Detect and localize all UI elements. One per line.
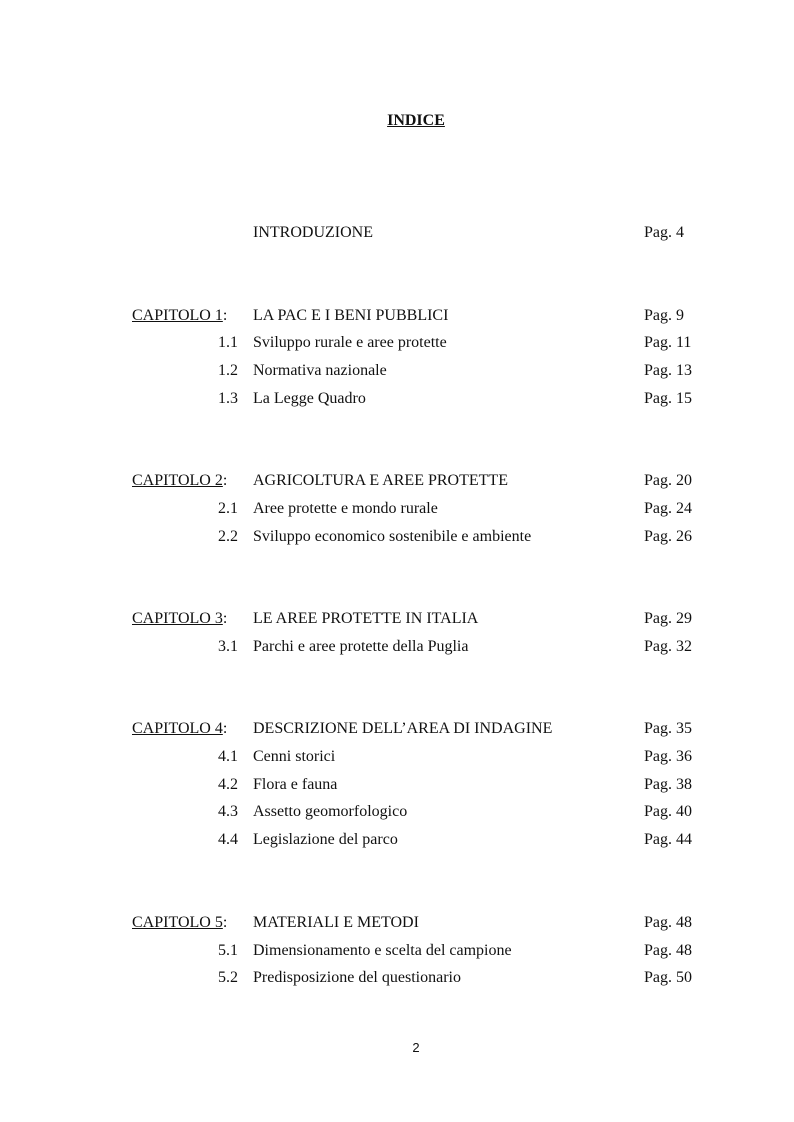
toc-section-row[interactable] <box>0 773 794 797</box>
section-title: Dimensionamento e scelta del campione <box>253 942 512 959</box>
chapter-page: Pag. 9 <box>644 307 684 324</box>
toc-chapter-row[interactable] <box>0 607 794 631</box>
section-page: Pag. 15 <box>644 390 692 407</box>
chapter-label: CAPITOLO 2: <box>132 472 228 489</box>
toc-section-row[interactable] <box>0 359 794 383</box>
section-title: Sviluppo economico sostenibile e ambiente <box>253 528 532 545</box>
page-number: 2 <box>412 1040 420 1055</box>
chapter-title: MATERIALI E METODI <box>253 914 419 931</box>
toc-chapter-row[interactable] <box>0 304 794 328</box>
section-page: Pag. 38 <box>644 776 692 793</box>
page-title: INDICE <box>387 112 445 129</box>
section-page: Pag. 32 <box>644 638 692 655</box>
section-page: Pag. 26 <box>644 528 692 545</box>
section-page: Pag. 48 <box>644 942 692 959</box>
toc-section-row[interactable] <box>0 525 794 549</box>
chapter-title: LE AREE PROTETTE IN ITALIA <box>253 610 479 627</box>
chapter-title: AGRICOLTURA E AREE PROTETTE <box>253 472 508 489</box>
chapter-page: Pag. 20 <box>644 472 692 489</box>
section-number: 4.3 <box>218 803 238 820</box>
section-title: Sviluppo rurale e aree protette <box>253 334 447 351</box>
section-title: Flora e fauna <box>253 776 338 793</box>
toc-section-row[interactable] <box>0 745 794 769</box>
chapter-title: DESCRIZIONE DELL’AREA DI INDAGINE <box>253 720 553 737</box>
section-page: Pag. 50 <box>644 969 692 986</box>
section-title: Normativa nazionale <box>253 362 387 379</box>
chapter-label: CAPITOLO 5: <box>132 914 228 931</box>
chapter-label: CAPITOLO 4: <box>132 720 228 737</box>
section-number: 1.2 <box>218 362 238 379</box>
chapter-label: CAPITOLO 1: <box>132 307 228 324</box>
section-page: Pag. 44 <box>644 831 692 848</box>
toc-section-row[interactable] <box>0 939 794 963</box>
toc-intro-page: Pag. 4 <box>644 224 684 241</box>
toc-chapter-row[interactable] <box>0 717 794 741</box>
section-number: 3.1 <box>218 638 238 655</box>
section-page: Pag. 40 <box>644 803 692 820</box>
section-number: 4.4 <box>218 831 238 848</box>
toc-section-row[interactable] <box>0 635 794 659</box>
section-number: 2.1 <box>218 500 238 517</box>
toc-section-row[interactable] <box>0 331 794 355</box>
toc-section-row[interactable] <box>0 497 794 521</box>
section-page: Pag. 24 <box>644 500 692 517</box>
section-title: Aree protette e mondo rurale <box>253 500 438 517</box>
toc-chapter-row[interactable] <box>0 911 794 935</box>
chapter-page: Pag. 48 <box>644 914 692 931</box>
toc-section-row[interactable] <box>0 800 794 824</box>
chapter-title: LA PAC E I BENI PUBBLICI <box>253 307 449 324</box>
toc-section-row[interactable] <box>0 828 794 852</box>
section-title: Parchi e aree protette della Puglia <box>253 638 469 655</box>
section-title: La Legge Quadro <box>253 390 366 407</box>
section-number: 1.3 <box>218 390 238 407</box>
toc-intro-row[interactable] <box>0 221 794 245</box>
section-number: 2.2 <box>218 528 238 545</box>
toc-section-row[interactable] <box>0 966 794 990</box>
section-title: Assetto geomorfologico <box>253 803 408 820</box>
section-number: 1.1 <box>218 334 238 351</box>
toc-intro-label: INTRODUZIONE <box>253 224 373 241</box>
section-number: 5.2 <box>218 969 238 986</box>
section-title: Predisposizione del questionario <box>253 969 461 986</box>
section-page: Pag. 11 <box>644 334 692 351</box>
section-title: Cenni storici <box>253 748 336 765</box>
section-number: 4.1 <box>218 748 238 765</box>
section-page: Pag. 36 <box>644 748 692 765</box>
section-number: 4.2 <box>218 776 238 793</box>
section-page: Pag. 13 <box>644 362 692 379</box>
toc-chapter-row[interactable] <box>0 469 794 493</box>
chapter-page: Pag. 35 <box>644 720 692 737</box>
toc-section-row[interactable] <box>0 387 794 411</box>
section-title: Legislazione del parco <box>253 831 398 848</box>
chapter-label: CAPITOLO 3: <box>132 610 228 627</box>
section-number: 5.1 <box>218 942 238 959</box>
chapter-page: Pag. 29 <box>644 610 692 627</box>
